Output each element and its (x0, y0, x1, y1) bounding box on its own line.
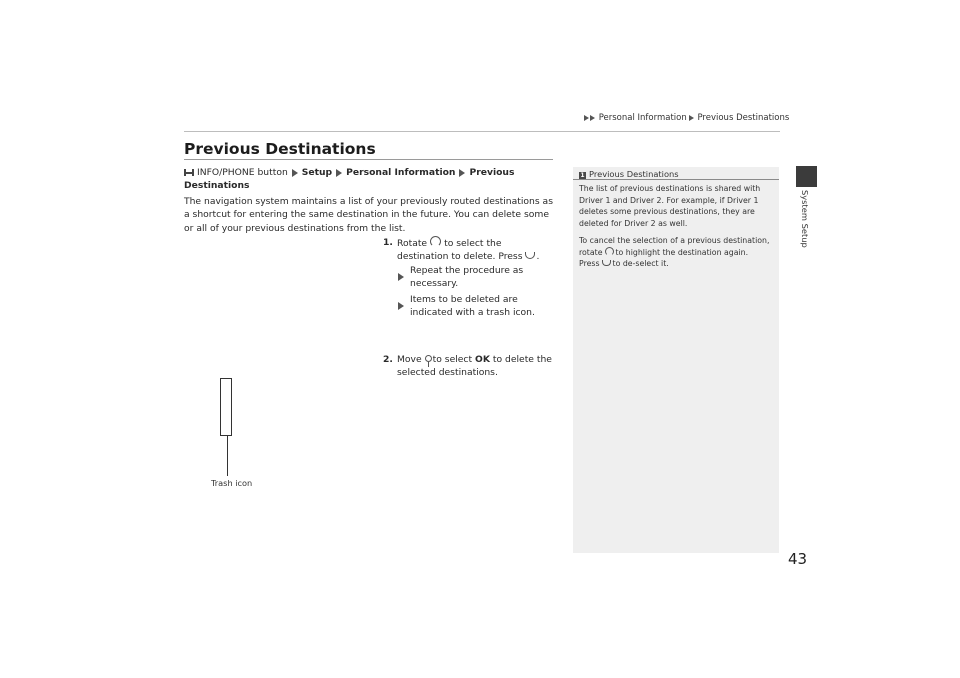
ok-label: OK (475, 354, 490, 365)
sub-arrow-icon (398, 266, 404, 285)
navigation-path (184, 166, 544, 192)
page-title: Previous Destinations (184, 140, 376, 158)
path-arrow-icon (292, 169, 298, 177)
nav-path-step-personal-information: Personal Information (346, 167, 456, 178)
step-2-text: Move to select OK to delete the selected destinations. (397, 354, 552, 379)
step-1-sub-1: Repeat the procedure as necessary. (410, 265, 524, 290)
note-number-badge: 1 (580, 172, 585, 179)
intro-paragraph: The navigation system maintains a list of your previously routed destinations as a shortcut for entering the same destination in the future. You can delete some or all of your previous destinations from the list. (184, 196, 553, 234)
figure-bracket (220, 378, 232, 436)
interface-dial-move-icon (425, 355, 430, 364)
interface-dial-press-icon (525, 252, 535, 259)
path-arrow-icon (336, 169, 342, 177)
breadcrumb-arrow-icon (590, 115, 595, 121)
interface-dial-rotate-icon (430, 236, 441, 247)
sidebar-divider (573, 179, 779, 180)
title-divider (184, 131, 780, 132)
page-number: 43 (788, 550, 808, 568)
path-arrow-icon (459, 169, 465, 177)
sidebar-paragraph-2: To cancel the selection of a previous destination, rotate to highlight the destination again. Press to de-select it. (579, 236, 770, 269)
interface-dial-rotate-icon (605, 247, 614, 256)
step-1-sub-2: Items to be deleted are indicated with a trash icon. (410, 294, 535, 319)
breadcrumb-arrow-icon (689, 115, 694, 121)
breadcrumb-arrow-icon (584, 115, 589, 121)
home-button-icon (184, 169, 194, 176)
sub-arrow-icon (398, 295, 404, 314)
callout-line (227, 436, 228, 476)
section-tab-label[interactable]: System Setup (800, 190, 810, 248)
breadcrumb-page: Previous Destinations (697, 113, 790, 123)
section-tab-marker (796, 166, 817, 187)
breadcrumb-section[interactable]: Personal Information (598, 113, 687, 123)
sidebar-note-title: 1 Previous Destinations (580, 169, 679, 179)
step-1-number: 1. (383, 237, 393, 248)
nav-path-start: INFO/PHONE button (197, 167, 288, 178)
trash-icon-callout: Trash icon (211, 478, 253, 488)
nav-path-step-setup: Setup (301, 167, 333, 178)
heading-divider (184, 159, 553, 160)
sidebar-paragraph-1: The list of previous destinations is shared with Driver 1 and Driver 2. For example, if Driver 1 deletes some previous destinations, they are deleted for Driver 2 as well. (579, 184, 761, 228)
nav-path-step-previous-destinations: Previous Destinations (184, 167, 515, 191)
interface-dial-press-icon (602, 260, 611, 266)
breadcrumb (584, 113, 791, 123)
step-1-text: Rotate to select the destination to delete. Press . (397, 238, 540, 263)
step-2-number: 2. (383, 354, 393, 365)
